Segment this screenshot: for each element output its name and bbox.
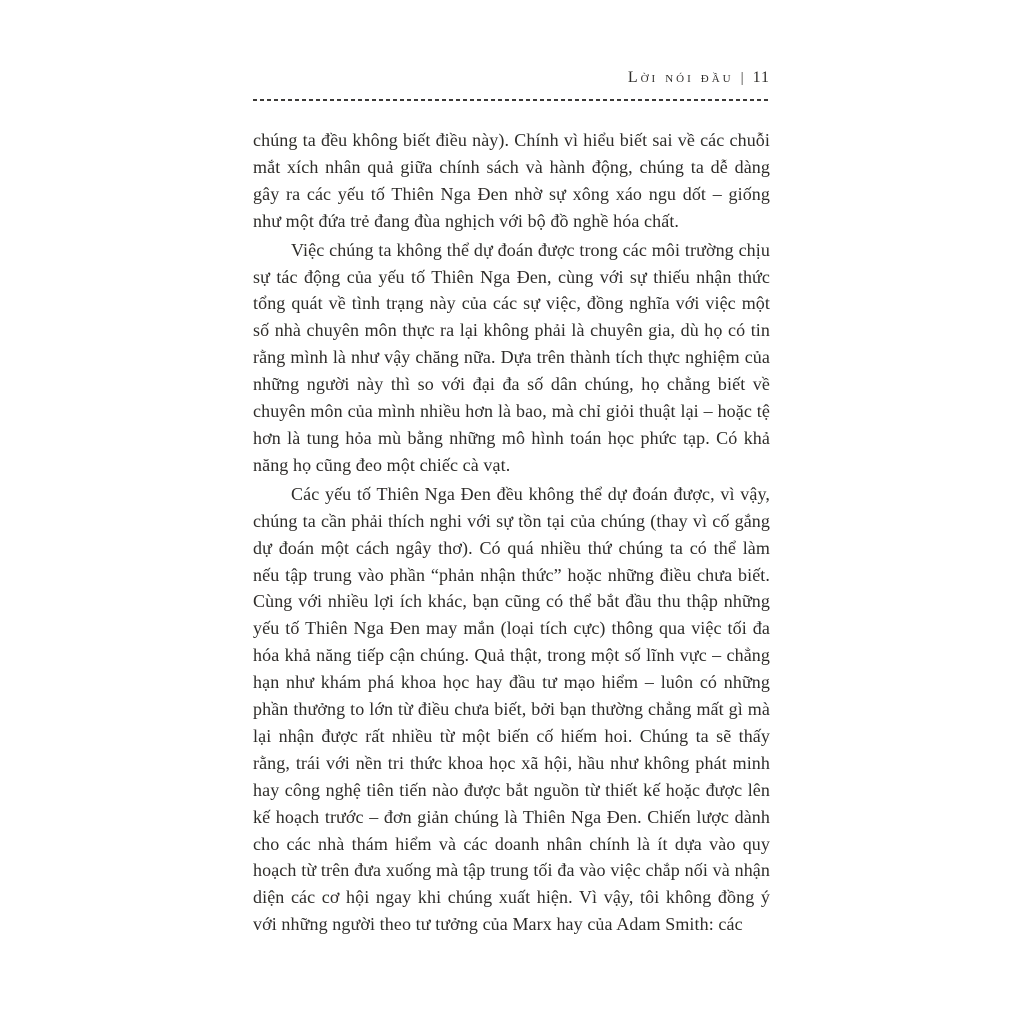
paragraph-continuation: chúng ta đều không biết điều này). Chính vì hiểu biết sai về các chuỗi mắt xích nhân quả giữa chính sách và hành động, chúng ta dễ dàng gây ra các yếu tố Thiên Nga Đen nhờ sự xông xáo ngu dốt – giống như một đứa trẻ đang đùa nghịch với bộ đồ nghề hóa chất. [253, 130, 770, 231]
dashed-rule [253, 99, 770, 101]
paragraph: Việc chúng ta không thể dự đoán được trong các môi trường chịu sự tác động của yếu tố Thiên Nga Đen, cùng với sự thiếu nhận thức tổng quát về tình trạng này của các sự việc, đồng nghĩa với việc một số nhà chuyên môn thực ra lại không phải là chuyên gia, dù họ có tin rằng mình là như vậy chăng nữa. Dựa trên thành tích thực nghiệm của những người này thì so với đại đa số dân chúng, họ chẳng biết về chuyên môn của mình nhiều hơn là bao, mà chỉ giỏi thuật lại – hoặc tệ hơn là tung hỏa mù bằng những mô hình toán học phức tạp. Có khả năng họ cũng đeo một chiếc cà vạt. [253, 239, 770, 475]
running-header [253, 68, 770, 88]
page-number: 11 [752, 69, 770, 86]
header-separator: | [740, 70, 744, 86]
chapter-title: Lời nói đầu [627, 69, 734, 86]
body-text [253, 127, 770, 938]
paragraph: Các yếu tố Thiên Nga Đen đều không thể dự đoán được, vì vậy, chúng ta cần phải thích nghi với sự tồn tại của chúng (thay vì cố gắng dự đoán một cách ngây thơ). Có quá nhiều thứ chúng ta có thể làm nếu tập trung vào phần “phản nhận thức” hoặc những điều chưa biết. Cùng với nhiều lợi ích khác, bạn cũng có thể bắt đầu thu thập những yếu tố Thiên Nga Đen may mắn (loại tích cực) thông qua việc tối đa hóa khả năng tiếp cận chúng. Quả thật, trong một số lĩnh vực – chẳng hạn như khám phá khoa học hay đầu tư mạo hiểm – luôn có những phần thưởng to lớn từ điều chưa biết, bởi bạn thường chẳng mất gì mà lại nhận được rất nhiều từ một biến cố hiếm hoi. Chúng ta sẽ thấy rằng, trái với nền tri thức khoa học xã hội, hầu như không phát minh hay công nghệ tiên tiến nào được bắt nguồn từ thiết kế hoặc được lên kế hoạch trước – đơn giản chúng là Thiên Nga Đen. Chiến lược dành cho các nhà thám hiểm và các doanh nhân chính là ít dựa vào quy hoạch từ trên đưa xuống mà tập trung tối đa vào việc chắp nối và nhận diện các cơ hội ngay khi chúng xuất hiện. Vì vậy, tôi không đồng ý với những người theo tư tưởng của Marx hay của Adam Smith: các [253, 483, 770, 935]
page-content [253, 68, 770, 938]
